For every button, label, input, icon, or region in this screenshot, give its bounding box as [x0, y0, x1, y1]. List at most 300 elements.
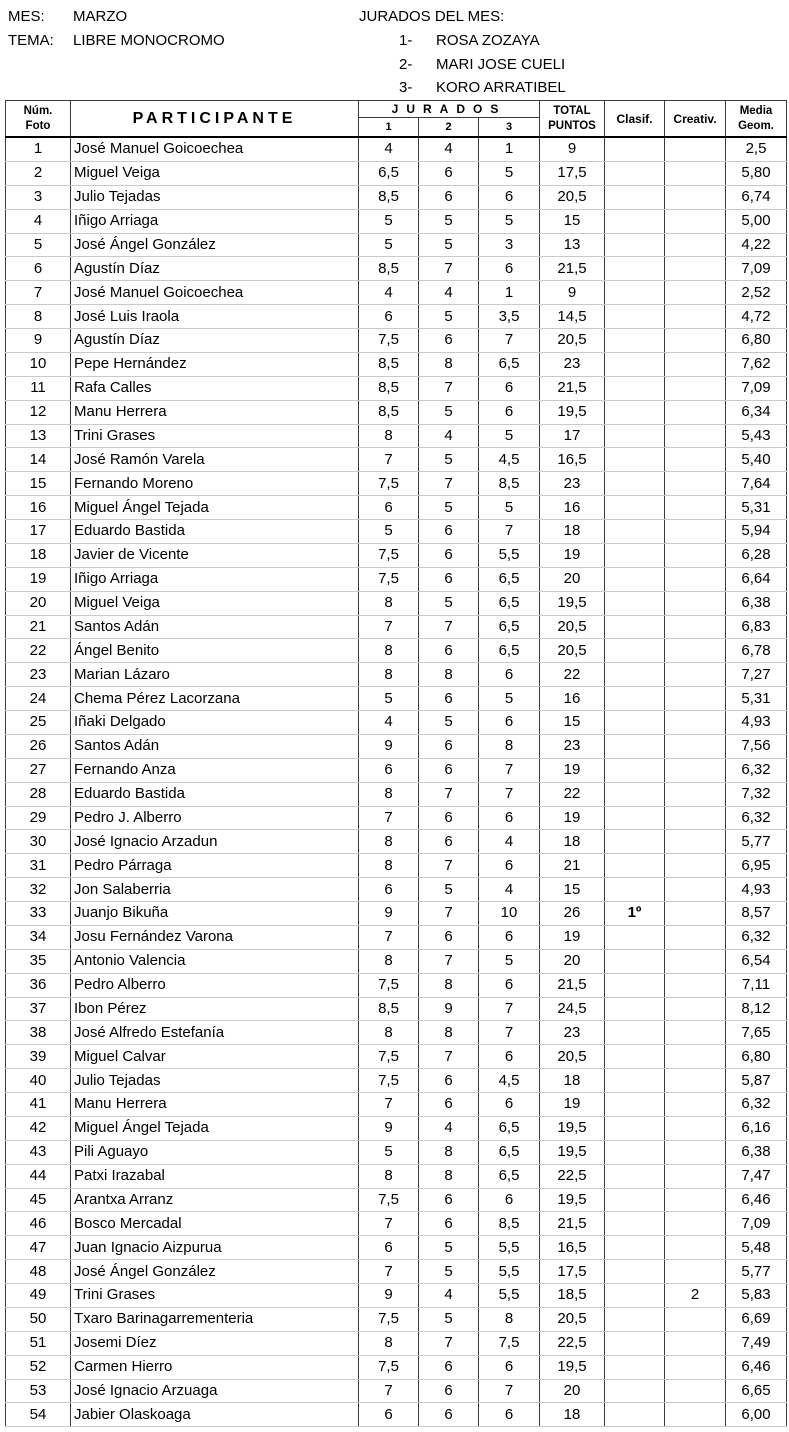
cell-total: 22	[540, 663, 605, 687]
cell-participante: Miguel Veiga	[71, 591, 359, 615]
cell-creativ	[665, 496, 726, 520]
cell-media: 5,83	[726, 1284, 787, 1308]
cell-total: 16	[540, 496, 605, 520]
cell-clasif	[605, 854, 665, 878]
cell-total: 15	[540, 878, 605, 902]
cell-jurado-2: 8	[419, 663, 479, 687]
cell-jurado-1: 5	[359, 1140, 419, 1164]
cell-total: 20,5	[540, 1307, 605, 1331]
table-row	[6, 472, 787, 496]
cell-jurado-3: 3,5	[479, 305, 540, 329]
table-row	[6, 973, 787, 997]
cell-clasif	[605, 1403, 665, 1427]
cell-media: 7,32	[726, 782, 787, 806]
table-row	[6, 209, 787, 233]
table-row	[6, 1307, 787, 1331]
table-row	[6, 1093, 787, 1117]
cell-media: 6,69	[726, 1307, 787, 1331]
cell-jurado-1: 8,5	[359, 257, 419, 281]
cell-creativ: 2	[665, 1284, 726, 1308]
cell-total: 21,5	[540, 973, 605, 997]
cell-creativ	[665, 257, 726, 281]
cell-participante: José Manuel Goicoechea	[71, 137, 359, 161]
cell-total: 20,5	[540, 185, 605, 209]
cell-total: 19,5	[540, 1116, 605, 1140]
cell-creativ	[665, 1093, 726, 1117]
cell-jurado-3: 1	[479, 281, 540, 305]
cell-participante: Juan Ignacio Aizpurua	[71, 1236, 359, 1260]
cell-clasif	[605, 543, 665, 567]
cell-media: 6,65	[726, 1379, 787, 1403]
cell-creativ	[665, 1116, 726, 1140]
cell-participante: Iñigo Arriaga	[71, 209, 359, 233]
cell-clasif	[605, 1260, 665, 1284]
tema-label: TEMA:	[8, 32, 54, 49]
cell-media: 7,09	[726, 257, 787, 281]
cell-jurado-1: 7,5	[359, 973, 419, 997]
cell-jurado-3: 8,5	[479, 1212, 540, 1236]
cell-jurado-3: 4	[479, 878, 540, 902]
cell-creativ	[665, 782, 726, 806]
cell-num: 35	[6, 949, 71, 973]
cell-media: 2,52	[726, 281, 787, 305]
cell-media: 6,00	[726, 1403, 787, 1427]
tema-value: LIBRE MONOCROMO	[73, 32, 225, 49]
table-row	[6, 734, 787, 758]
cell-media: 5,31	[726, 687, 787, 711]
cell-total: 17,5	[540, 161, 605, 185]
cell-creativ	[665, 1069, 726, 1093]
cell-creativ	[665, 997, 726, 1021]
cell-jurado-1: 6,5	[359, 161, 419, 185]
cell-clasif	[605, 639, 665, 663]
table-row	[6, 352, 787, 376]
cell-jurado-2: 7	[419, 782, 479, 806]
cell-jurado-3: 7,5	[479, 1331, 540, 1355]
cell-jurado-2: 5	[419, 209, 479, 233]
table-row	[6, 830, 787, 854]
cell-clasif	[605, 734, 665, 758]
cell-clasif	[605, 1116, 665, 1140]
col-total-puntos	[540, 101, 605, 138]
cell-media: 7,64	[726, 472, 787, 496]
cell-num: 20	[6, 591, 71, 615]
cell-media: 7,56	[726, 734, 787, 758]
cell-jurado-3: 6,5	[479, 1140, 540, 1164]
cell-total: 24,5	[540, 997, 605, 1021]
cell-media: 6,38	[726, 591, 787, 615]
col-jurados: JURADOS	[359, 101, 540, 118]
cell-num: 15	[6, 472, 71, 496]
table-row	[6, 1116, 787, 1140]
cell-num: 30	[6, 830, 71, 854]
cell-participante: Josu Fernández Varona	[71, 925, 359, 949]
cell-participante: José Manuel Goicoechea	[71, 281, 359, 305]
cell-clasif	[605, 448, 665, 472]
cell-media: 7,65	[726, 1021, 787, 1045]
cell-jurado-1: 8	[359, 1164, 419, 1188]
cell-creativ	[665, 543, 726, 567]
cell-jurado-3: 6,5	[479, 1164, 540, 1188]
cell-total: 19,5	[540, 1188, 605, 1212]
cell-participante: José Ángel González	[71, 233, 359, 257]
cell-jurado-3: 6	[479, 663, 540, 687]
cell-num: 34	[6, 925, 71, 949]
cell-jurado-2: 7	[419, 376, 479, 400]
cell-clasif	[605, 257, 665, 281]
cell-jurado-3: 6	[479, 1188, 540, 1212]
table-row	[6, 663, 787, 687]
cell-participante: Pedro Alberro	[71, 973, 359, 997]
cell-jurado-1: 7,5	[359, 543, 419, 567]
cell-jurado-3: 7	[479, 329, 540, 353]
col-creativ: Creativ.	[665, 101, 726, 138]
cell-clasif	[605, 687, 665, 711]
cell-num: 38	[6, 1021, 71, 1045]
table-row	[6, 1069, 787, 1093]
table-row	[6, 496, 787, 520]
cell-participante: Agustín Díaz	[71, 257, 359, 281]
cell-clasif	[605, 1045, 665, 1069]
cell-num: 17	[6, 520, 71, 544]
cell-jurado-1: 7,5	[359, 1188, 419, 1212]
cell-participante: Trini Grases	[71, 1284, 359, 1308]
cell-clasif	[605, 925, 665, 949]
cell-total: 21,5	[540, 376, 605, 400]
cell-jurado-1: 7,5	[359, 472, 419, 496]
cell-num: 51	[6, 1331, 71, 1355]
cell-num: 42	[6, 1116, 71, 1140]
cell-jurado-3: 6	[479, 257, 540, 281]
cell-jurado-3: 6,5	[479, 639, 540, 663]
cell-participante: José Ignacio Arzadun	[71, 830, 359, 854]
cell-media: 6,32	[726, 925, 787, 949]
cell-jurado-2: 6	[419, 520, 479, 544]
jurado-1-name: ROSA ZOZAYA	[436, 32, 540, 49]
cell-jurado-3: 7	[479, 1021, 540, 1045]
cell-total: 19,5	[540, 591, 605, 615]
cell-jurado-2: 6	[419, 734, 479, 758]
cell-media: 6,32	[726, 1093, 787, 1117]
cell-clasif	[605, 161, 665, 185]
col-total-line1: TOTAL	[553, 104, 591, 117]
cell-participante: Miguel Veiga	[71, 161, 359, 185]
cell-total: 15	[540, 711, 605, 735]
cell-clasif	[605, 1236, 665, 1260]
cell-media: 4,72	[726, 305, 787, 329]
cell-jurado-2: 6	[419, 1212, 479, 1236]
cell-creativ	[665, 376, 726, 400]
cell-jurado-3: 5	[479, 424, 540, 448]
cell-creativ	[665, 233, 726, 257]
table-row	[6, 949, 787, 973]
cell-jurado-3: 6	[479, 925, 540, 949]
cell-clasif	[605, 496, 665, 520]
cell-jurado-3: 7	[479, 520, 540, 544]
cell-jurado-1: 7	[359, 1260, 419, 1284]
cell-jurado-1: 6	[359, 1236, 419, 1260]
cell-num: 49	[6, 1284, 71, 1308]
cell-participante: Julio Tejadas	[71, 1069, 359, 1093]
cell-num: 2	[6, 161, 71, 185]
cell-num: 8	[6, 305, 71, 329]
cell-jurado-1: 7	[359, 1379, 419, 1403]
cell-creativ	[665, 854, 726, 878]
cell-jurado-2: 6	[419, 639, 479, 663]
cell-creativ	[665, 472, 726, 496]
cell-media: 6,54	[726, 949, 787, 973]
cell-participante: Pili Aguayo	[71, 1140, 359, 1164]
cell-jurado-3: 5	[479, 496, 540, 520]
cell-creativ	[665, 1355, 726, 1379]
cell-clasif	[605, 376, 665, 400]
cell-clasif	[605, 997, 665, 1021]
cell-participante: Pepe Hernández	[71, 352, 359, 376]
cell-clasif	[605, 758, 665, 782]
cell-jurado-3: 4	[479, 830, 540, 854]
table-row	[6, 591, 787, 615]
cell-jurado-3: 8	[479, 1307, 540, 1331]
cell-jurado-2: 8	[419, 1140, 479, 1164]
cell-num: 21	[6, 615, 71, 639]
cell-clasif	[605, 352, 665, 376]
cell-media: 7,49	[726, 1331, 787, 1355]
cell-jurado-1: 9	[359, 902, 419, 926]
cell-num: 4	[6, 209, 71, 233]
cell-jurado-1: 8,5	[359, 185, 419, 209]
cell-jurado-2: 4	[419, 424, 479, 448]
cell-media: 6,32	[726, 758, 787, 782]
cell-jurado-1: 4	[359, 711, 419, 735]
cell-media: 7,09	[726, 376, 787, 400]
table-row	[6, 997, 787, 1021]
cell-num: 6	[6, 257, 71, 281]
cell-participante: José Ramón Varela	[71, 448, 359, 472]
cell-num: 41	[6, 1093, 71, 1117]
cell-participante: Marian Lázaro	[71, 663, 359, 687]
table-row	[6, 711, 787, 735]
cell-total: 19,5	[540, 1355, 605, 1379]
col-media-line1: Media	[739, 104, 773, 117]
cell-creativ	[665, 591, 726, 615]
cell-participante: Carmen Hierro	[71, 1355, 359, 1379]
cell-num: 39	[6, 1045, 71, 1069]
cell-total: 23	[540, 352, 605, 376]
cell-jurado-1: 6	[359, 758, 419, 782]
cell-num: 46	[6, 1212, 71, 1236]
cell-jurado-3: 6	[479, 806, 540, 830]
cell-creativ	[665, 1260, 726, 1284]
cell-media: 4,22	[726, 233, 787, 257]
cell-jurado-2: 6	[419, 806, 479, 830]
cell-clasif	[605, 424, 665, 448]
cell-clasif	[605, 1379, 665, 1403]
cell-total: 20,5	[540, 615, 605, 639]
cell-total: 18,5	[540, 1284, 605, 1308]
cell-jurado-3: 7	[479, 997, 540, 1021]
cell-jurado-1: 8	[359, 830, 419, 854]
cell-jurado-3: 6,5	[479, 1116, 540, 1140]
cell-participante: Juanjo Bikuña	[71, 902, 359, 926]
cell-participante: José Alfredo Estefanía	[71, 1021, 359, 1045]
cell-creativ	[665, 352, 726, 376]
cell-participante: Pedro J. Alberro	[71, 806, 359, 830]
cell-jurado-1: 7,5	[359, 1045, 419, 1069]
cell-media: 5,77	[726, 1260, 787, 1284]
cell-total: 18	[540, 520, 605, 544]
cell-clasif	[605, 567, 665, 591]
cell-total: 15	[540, 209, 605, 233]
col-media-line2: Geom.	[738, 119, 774, 132]
table-row	[6, 806, 787, 830]
col-num-foto	[6, 101, 71, 138]
cell-jurado-1: 6	[359, 496, 419, 520]
table-row	[6, 400, 787, 424]
col-num-line1: Núm.	[23, 104, 53, 117]
cell-creativ	[665, 1379, 726, 1403]
cell-jurado-1: 4	[359, 137, 419, 161]
cell-jurado-1: 6	[359, 1403, 419, 1427]
cell-creativ	[665, 424, 726, 448]
cell-jurado-1: 8,5	[359, 997, 419, 1021]
cell-total: 22,5	[540, 1164, 605, 1188]
cell-participante: Fernando Anza	[71, 758, 359, 782]
cell-jurado-3: 7	[479, 758, 540, 782]
cell-creativ	[665, 878, 726, 902]
cell-jurado-2: 5	[419, 1236, 479, 1260]
cell-total: 13	[540, 233, 605, 257]
col-jurado-2: 2	[419, 118, 479, 138]
table-row	[6, 1236, 787, 1260]
col-num-line2: Foto	[25, 119, 51, 132]
cell-jurado-1: 9	[359, 1284, 419, 1308]
cell-jurado-1: 5	[359, 233, 419, 257]
cell-num: 27	[6, 758, 71, 782]
table-row	[6, 854, 787, 878]
cell-creativ	[665, 567, 726, 591]
table-row	[6, 1164, 787, 1188]
cell-jurado-3: 5	[479, 687, 540, 711]
cell-creativ	[665, 758, 726, 782]
cell-jurado-3: 6,5	[479, 567, 540, 591]
cell-participante: Manu Herrera	[71, 400, 359, 424]
cell-jurado-2: 7	[419, 902, 479, 926]
cell-total: 19,5	[540, 400, 605, 424]
cell-num: 36	[6, 973, 71, 997]
table-header	[6, 101, 787, 138]
cell-participante: Iñaki Delgado	[71, 711, 359, 735]
cell-total: 21,5	[540, 1212, 605, 1236]
cell-clasif	[605, 1355, 665, 1379]
cell-media: 6,38	[726, 1140, 787, 1164]
cell-jurado-3: 6,5	[479, 615, 540, 639]
cell-jurado-2: 6	[419, 1379, 479, 1403]
cell-clasif	[605, 185, 665, 209]
table-row	[6, 257, 787, 281]
cell-clasif	[605, 400, 665, 424]
cell-num: 44	[6, 1164, 71, 1188]
cell-total: 14,5	[540, 305, 605, 329]
cell-jurado-3: 5	[479, 161, 540, 185]
cell-media: 6,78	[726, 639, 787, 663]
jurado-3-name: KORO ARRATIBEL	[436, 79, 566, 96]
cell-creativ	[665, 1331, 726, 1355]
cell-jurado-1: 7,5	[359, 1307, 419, 1331]
cell-participante: Agustín Díaz	[71, 329, 359, 353]
cell-jurado-1: 5	[359, 687, 419, 711]
cell-jurado-2: 5	[419, 448, 479, 472]
cell-total: 16,5	[540, 448, 605, 472]
cell-num: 16	[6, 496, 71, 520]
cell-clasif	[605, 973, 665, 997]
col-jurado-1: 1	[359, 118, 419, 138]
cell-jurado-3: 1	[479, 137, 540, 161]
cell-media: 6,28	[726, 543, 787, 567]
cell-num: 26	[6, 734, 71, 758]
cell-media: 7,09	[726, 1212, 787, 1236]
cell-clasif	[605, 520, 665, 544]
table-row	[6, 543, 787, 567]
cell-creativ	[665, 281, 726, 305]
cell-jurado-1: 8,5	[359, 400, 419, 424]
cell-jurado-2: 6	[419, 185, 479, 209]
cell-jurado-3: 5,5	[479, 1284, 540, 1308]
cell-clasif	[605, 711, 665, 735]
cell-num: 52	[6, 1355, 71, 1379]
cell-num: 31	[6, 854, 71, 878]
cell-num: 14	[6, 448, 71, 472]
cell-jurado-3: 6	[479, 185, 540, 209]
table-row	[6, 758, 787, 782]
cell-clasif	[605, 830, 665, 854]
cell-jurado-3: 7	[479, 782, 540, 806]
cell-creativ	[665, 711, 726, 735]
cell-creativ	[665, 137, 726, 161]
cell-jurado-2: 6	[419, 1355, 479, 1379]
cell-participante: Miguel Ángel Tejada	[71, 496, 359, 520]
table-row	[6, 424, 787, 448]
cell-media: 5,87	[726, 1069, 787, 1093]
cell-jurado-2: 7	[419, 615, 479, 639]
cell-media: 2,5	[726, 137, 787, 161]
cell-total: 20,5	[540, 1045, 605, 1069]
cell-media: 7,47	[726, 1164, 787, 1188]
cell-participante: Eduardo Bastida	[71, 782, 359, 806]
cell-num: 40	[6, 1069, 71, 1093]
cell-num: 22	[6, 639, 71, 663]
cell-num: 23	[6, 663, 71, 687]
cell-jurado-3: 6,5	[479, 591, 540, 615]
cell-participante: Antonio Valencia	[71, 949, 359, 973]
cell-participante: José Luis Iraola	[71, 305, 359, 329]
cell-clasif	[605, 281, 665, 305]
cell-clasif	[605, 329, 665, 353]
cell-media: 7,27	[726, 663, 787, 687]
jurado-2-num: 2-	[399, 56, 413, 73]
cell-media: 6,80	[726, 329, 787, 353]
cell-jurado-2: 7	[419, 949, 479, 973]
table-row	[6, 520, 787, 544]
cell-total: 19	[540, 925, 605, 949]
cell-clasif	[605, 137, 665, 161]
col-total-line2: PUNTOS	[548, 119, 596, 132]
cell-clasif	[605, 1307, 665, 1331]
cell-participante: Arantxa Arranz	[71, 1188, 359, 1212]
cell-jurado-2: 9	[419, 997, 479, 1021]
cell-num: 28	[6, 782, 71, 806]
cell-media: 8,12	[726, 997, 787, 1021]
cell-participante: Bosco Mercadal	[71, 1212, 359, 1236]
